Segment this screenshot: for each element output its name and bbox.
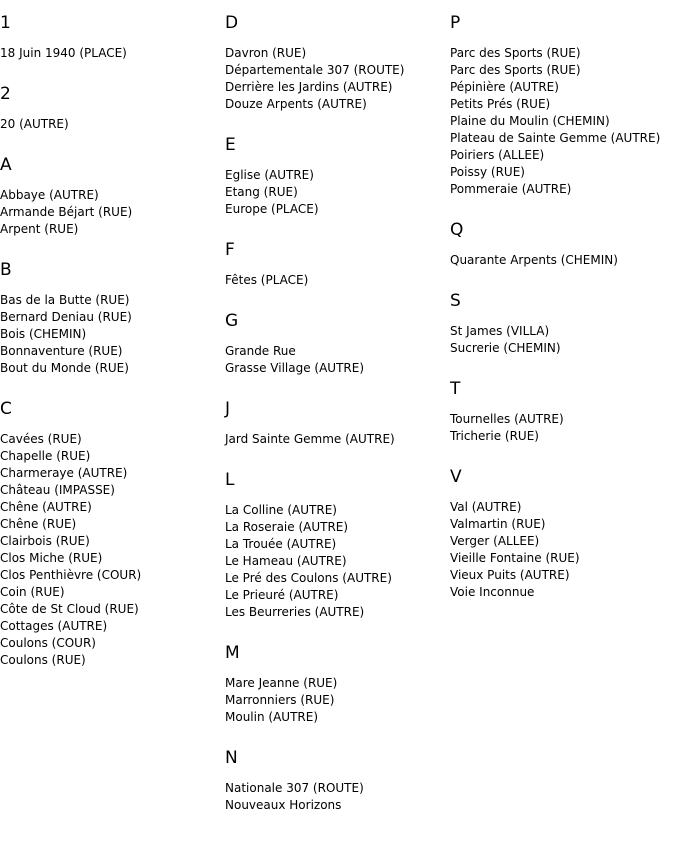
section-letter-heading: G	[225, 311, 239, 331]
street-link[interactable]: Moulin (AUTRE)	[225, 710, 318, 724]
street-list-item	[0, 343, 225, 360]
street-list-item	[450, 428, 675, 445]
street-list-item	[225, 587, 450, 604]
street-link[interactable]: Marronniers (RUE)	[225, 693, 335, 707]
street-link[interactable]: Eglise (AUTRE)	[225, 168, 314, 182]
street-link[interactable]: Plateau de Sainte Gemme (AUTRE)	[450, 131, 661, 145]
street-list-item	[0, 45, 225, 62]
street-list-item	[225, 553, 450, 570]
street-link[interactable]: Grasse Village (AUTRE)	[225, 361, 365, 375]
street-list	[225, 167, 450, 218]
letter-section	[450, 467, 675, 601]
street-link[interactable]: Mare Jeanne (RUE)	[225, 676, 338, 690]
index-column-1	[0, 13, 225, 691]
letter-section	[225, 311, 450, 377]
street-list-item	[450, 164, 675, 181]
street-list-item	[225, 343, 450, 360]
section-letter-heading: E	[225, 135, 236, 155]
street-link[interactable]: Verger (ALLEE)	[450, 534, 540, 548]
street-list-item	[225, 167, 450, 184]
street-link[interactable]: Parc des Sports (RUE)	[450, 63, 581, 77]
street-link[interactable]: Parc des Sports (RUE)	[450, 46, 581, 60]
street-list-item	[0, 516, 225, 533]
street-list-item	[0, 448, 225, 465]
street-link[interactable]: La Colline (AUTRE)	[225, 503, 337, 517]
street-list-item	[225, 62, 450, 79]
street-list-item	[450, 340, 675, 357]
street-list	[225, 780, 450, 814]
street-link[interactable]: Etang (RUE)	[225, 185, 298, 199]
section-letter-heading: B	[0, 260, 12, 280]
street-link[interactable]: Clos Miche (RUE)	[0, 551, 103, 565]
street-link[interactable]: Europe (PLACE)	[225, 202, 319, 216]
street-link[interactable]: Côte de St Cloud (RUE)	[0, 602, 139, 616]
street-list-item	[225, 272, 450, 289]
street-list-item	[0, 465, 225, 482]
street-list	[0, 431, 225, 669]
street-link[interactable]: Chapelle (RUE)	[0, 449, 91, 463]
letter-section	[0, 84, 225, 133]
street-list-item	[225, 797, 450, 814]
street-list-item	[0, 292, 225, 309]
street-link[interactable]: Plaine du Moulin (CHEMIN)	[450, 114, 610, 128]
street-list-item	[225, 780, 450, 797]
street-link[interactable]: Le Pré des Coulons (AUTRE)	[225, 571, 392, 585]
street-list-item	[225, 570, 450, 587]
street-list-item	[450, 130, 675, 147]
street-link[interactable]: St James (VILLA)	[450, 324, 550, 338]
street-link[interactable]: Grande Rue	[225, 344, 296, 358]
letter-section	[450, 379, 675, 445]
street-link[interactable]: Nationale 307 (ROUTE)	[225, 781, 364, 795]
street-list-item	[450, 96, 675, 113]
street-list-item	[225, 519, 450, 536]
street-list-item	[0, 652, 225, 669]
letter-section	[0, 13, 225, 62]
street-list-item	[225, 184, 450, 201]
street-link[interactable]: Départementale 307 (ROUTE)	[225, 63, 405, 77]
street-list-item	[225, 79, 450, 96]
street-link[interactable]: Clos Penthièvre (COUR)	[0, 568, 142, 582]
letter-section	[225, 643, 450, 726]
street-link[interactable]: Clairbois (RUE)	[0, 534, 90, 548]
street-list-item	[450, 567, 675, 584]
street-list-item	[225, 96, 450, 113]
street-list-item	[450, 252, 675, 269]
street-list-item	[0, 533, 225, 550]
street-link[interactable]: Valmartin (RUE)	[450, 517, 546, 531]
street-link[interactable]: Bonnaventure (RUE)	[0, 344, 123, 358]
letter-section	[225, 240, 450, 289]
street-list-item	[0, 309, 225, 326]
street-list-item	[0, 482, 225, 499]
section-letter-heading: T	[450, 379, 461, 399]
street-list-item	[450, 533, 675, 550]
street-list-item	[0, 431, 225, 448]
section-letter-heading: 1	[0, 13, 11, 33]
street-link[interactable]: Petits Prés (RUE)	[450, 97, 551, 111]
street-list-item	[0, 499, 225, 516]
street-link[interactable]: Abbaye (AUTRE)	[0, 188, 99, 202]
section-letter-heading: V	[450, 467, 462, 487]
street-list	[0, 45, 225, 62]
street-link[interactable]: Tricherie (RUE)	[450, 429, 539, 443]
index-column-2	[225, 13, 450, 836]
street-list-item	[225, 45, 450, 62]
street-list-item	[450, 499, 675, 516]
street-list-item	[0, 550, 225, 567]
street-list-item	[0, 584, 225, 601]
letter-section	[450, 291, 675, 357]
street-list-item	[450, 181, 675, 198]
street-link[interactable]: Coulons (COUR)	[0, 636, 96, 650]
street-link[interactable]: Le Prieuré (AUTRE)	[225, 588, 339, 602]
street-list-item	[0, 360, 225, 377]
street-link[interactable]: Fêtes (PLACE)	[225, 273, 309, 287]
section-letter-heading: N	[225, 748, 238, 768]
street-list-item	[0, 618, 225, 635]
street-list	[450, 411, 675, 445]
letter-section	[0, 399, 225, 669]
street-link[interactable]: Vieux Puits (AUTRE)	[450, 568, 570, 582]
street-list-item	[450, 62, 675, 79]
street-link[interactable]: Charmeraye (AUTRE)	[0, 466, 128, 480]
street-list-item	[450, 411, 675, 428]
letter-section	[225, 13, 450, 113]
street-list-item	[0, 187, 225, 204]
section-letter-heading: J	[225, 399, 231, 419]
section-letter-heading: F	[225, 240, 235, 260]
section-letter-heading: A	[0, 155, 12, 175]
section-letter-heading: L	[225, 470, 235, 490]
letter-section	[0, 155, 225, 238]
street-link[interactable]: Chêne (AUTRE)	[0, 500, 92, 514]
street-link[interactable]: 20 (AUTRE)	[0, 117, 69, 131]
street-list-item	[225, 709, 450, 726]
street-list-item	[450, 79, 675, 96]
street-link[interactable]: Coulons (RUE)	[0, 653, 86, 667]
section-letter-heading: D	[225, 13, 239, 33]
street-list-item	[225, 431, 450, 448]
street-list-item	[0, 567, 225, 584]
street-link[interactable]: Val (AUTRE)	[450, 500, 522, 514]
letter-section	[0, 260, 225, 377]
street-list-item	[225, 675, 450, 692]
street-list	[450, 323, 675, 357]
street-link[interactable]: Les Beurreries (AUTRE)	[225, 605, 365, 619]
street-list-item	[225, 536, 450, 553]
letter-section	[450, 220, 675, 269]
street-link[interactable]: Nouveaux Horizons	[225, 798, 342, 812]
section-letter-heading: Q	[450, 220, 464, 240]
street-list	[225, 343, 450, 377]
street-link[interactable]: Voie Inconnue	[450, 585, 535, 599]
street-list-item	[450, 113, 675, 130]
street-link[interactable]: Arpent (RUE)	[0, 222, 79, 236]
street-list	[450, 45, 675, 198]
street-list-item	[225, 502, 450, 519]
section-letter-heading: S	[450, 291, 461, 311]
street-link[interactable]: Sucrerie (CHEMIN)	[450, 341, 561, 355]
street-link[interactable]: Château (IMPASSE)	[0, 483, 115, 497]
street-link[interactable]: Le Hameau (AUTRE)	[225, 554, 347, 568]
street-list-item	[450, 323, 675, 340]
street-link[interactable]: Vieille Fontaine (RUE)	[450, 551, 580, 565]
street-list-item	[450, 584, 675, 601]
street-list	[225, 45, 450, 113]
street-link[interactable]: Douze Arpents (AUTRE)	[225, 97, 367, 111]
section-letter-heading: C	[0, 399, 12, 419]
street-link[interactable]: Bernard Deniau (RUE)	[0, 310, 132, 324]
section-letter-heading: 2	[0, 84, 11, 104]
street-list	[225, 431, 450, 448]
street-list-item	[225, 604, 450, 621]
index-column-3	[450, 13, 675, 623]
section-letter-heading: M	[225, 643, 240, 663]
street-list-item	[0, 204, 225, 221]
street-link[interactable]: Davron (RUE)	[225, 46, 307, 60]
street-list	[225, 272, 450, 289]
street-link[interactable]: Jard Sainte Gemme (AUTRE)	[225, 432, 395, 446]
section-letter-heading: P	[450, 13, 461, 33]
street-link[interactable]: Derrière les Jardins (AUTRE)	[225, 80, 393, 94]
letter-section	[225, 470, 450, 621]
street-link[interactable]: La Trouée (AUTRE)	[225, 537, 337, 551]
street-list-item	[225, 360, 450, 377]
street-list-item	[225, 201, 450, 218]
street-link[interactable]: Armande Béjart (RUE)	[0, 205, 133, 219]
street-list	[0, 292, 225, 377]
street-link[interactable]: Chêne (RUE)	[0, 517, 77, 531]
street-link[interactable]: Pommeraie (AUTRE)	[450, 182, 572, 196]
street-list	[225, 502, 450, 621]
street-list-item	[450, 147, 675, 164]
street-list-item	[450, 550, 675, 567]
street-list-item	[0, 221, 225, 238]
letter-section	[225, 748, 450, 814]
street-list-item	[0, 116, 225, 133]
street-list-item	[0, 635, 225, 652]
street-list	[450, 252, 675, 269]
street-list	[0, 116, 225, 133]
street-link[interactable]: Poissy (RUE)	[450, 165, 525, 179]
street-link[interactable]: Bas de la Butte (RUE)	[0, 293, 130, 307]
street-list-item	[450, 516, 675, 533]
street-list	[450, 499, 675, 601]
street-link[interactable]: Cavées (RUE)	[0, 432, 82, 446]
street-list	[225, 675, 450, 726]
street-list	[0, 187, 225, 238]
letter-section	[225, 399, 450, 448]
street-link[interactable]: Bout du Monde (RUE)	[0, 361, 129, 375]
street-link[interactable]: La Roseraie (AUTRE)	[225, 520, 349, 534]
street-link[interactable]: Cottages (AUTRE)	[0, 619, 108, 633]
street-list-item	[225, 692, 450, 709]
street-list-item	[450, 45, 675, 62]
letter-section	[450, 13, 675, 198]
street-list-item	[0, 326, 225, 343]
street-list-item	[0, 601, 225, 618]
street-link[interactable]: Quarante Arpents (CHEMIN)	[450, 253, 618, 267]
street-link[interactable]: Pépinière (AUTRE)	[450, 80, 559, 94]
letter-section	[225, 135, 450, 218]
street-link[interactable]: 18 Juin 1940 (PLACE)	[0, 46, 127, 60]
street-link[interactable]: Tournelles (AUTRE)	[450, 412, 564, 426]
street-link[interactable]: Coin (RUE)	[0, 585, 65, 599]
street-link[interactable]: Poiriers (ALLEE)	[450, 148, 545, 162]
street-link[interactable]: Bois (CHEMIN)	[0, 327, 87, 341]
